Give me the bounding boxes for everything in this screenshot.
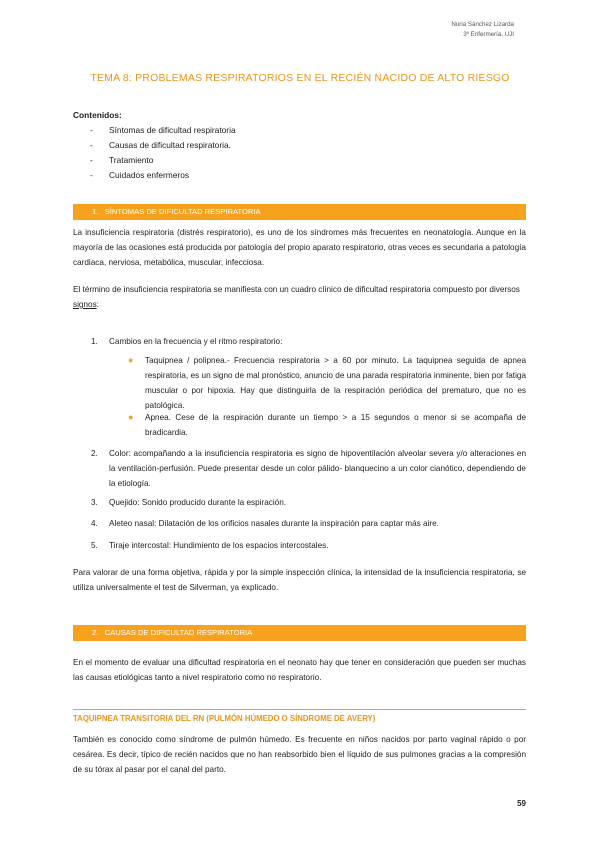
bullet-taquipnea: Taquipnea / polipnea.- Frecuencia respiratoria > a 60 por minuto. La taquipnea seguida de apnea respiratoria, es un signo de mal pronóstico, anuncio de una parada respiratoria inminente, bien por fatiga muscular o por hipoxia. Hay que distinguirla de la respiración periódica del prematuro, que no es patológica. — [145, 356, 526, 410]
section-title: CAUSAS DE DIFICULTAD RESPIRATORIA — [104, 628, 253, 637]
subsection-title: TAQUIPNEA TRANSITORIA DEL RN (PULMÓN HÚMEDO O SÍNDROME DE AVERY) — [73, 714, 376, 723]
list-item-text: Aleteo nasal: Dilatación de los orificios nasales durante la inspiración para captar más aire. — [109, 519, 439, 528]
signs-word: signos — [73, 300, 97, 309]
contents-heading: Contenidos: — [73, 110, 122, 120]
list-number: 4. — [91, 519, 98, 528]
bullet-icon: ● — [128, 412, 134, 422]
paragraph-silverman: Para valorar de una forma objetiva, rápida y por la simple inspección clínica, la intensidad de la insuficiencia respiratoria, se utiliza universalmente el test de Silverman, ya explicado. — [73, 568, 526, 592]
list-number: 2. — [91, 449, 98, 458]
page-number: 59 — [517, 799, 526, 808]
contents-item: - Cuidados enfermeros — [73, 168, 236, 183]
contents-item: - Tratamiento — [73, 153, 236, 168]
header-meta — [451, 20, 514, 40]
contents-item: - Síntomas de dificultad respiratoria — [73, 123, 236, 138]
list-number: 5. — [91, 541, 98, 550]
document-title: TEMA 8: PROBLEMAS RESPIRATORIOS EN EL RECIÉN NACIDO DE ALTO RIESGO — [90, 72, 510, 84]
bullet-apnea: Apnea. Cese de la respiración durante un tiempo > a 15 segundos o menor si se acompaña de bradicardia. — [145, 413, 526, 437]
section-number: 1. — [92, 207, 99, 216]
list-item-text: Tiraje intercostal: Hundimiento de los espacios intercostales. — [109, 541, 329, 550]
course-info: 3º Enfermería, UJI — [463, 31, 514, 38]
signs-colon: : — [96, 300, 99, 309]
list-number: 3. — [91, 498, 98, 507]
section-header-causas — [73, 625, 526, 641]
paragraph-signs — [73, 282, 526, 312]
section-number: 2. — [92, 628, 99, 637]
list-item-text: Cambios en la frecuencia y el ritmo respiratorio: — [109, 337, 283, 346]
bullet-icon: ● — [128, 355, 134, 365]
contents-item: - Causas de dificultad respiratoria. — [73, 138, 236, 153]
signs-text: El término de insuficiencia respiratoria se manifiesta con un cuadro clínico de dificultad respiratoria compuesto por diversos — [73, 285, 520, 294]
list-number: 1. — [91, 337, 98, 346]
section-header-sintomas — [73, 204, 526, 220]
list-item-text: Quejido: Sonido producido durante la espiración. — [109, 498, 287, 507]
subsection-header — [73, 709, 526, 728]
section-title: SÍNTOMAS DE DIFICULTAD RESPIRATORIA — [104, 207, 261, 216]
paragraph-intro: La insuficiencia respiratoria (distrés respiratorio), es uno de los síndromes más frecuentes en neonatología. Aunque en la mayoría de las ocasiones está producida por patología del propio aparato respiratorio, otras veces es secundaria a patología cardiaca, nerviosa, metabólica, muscular, infecciosa. — [73, 228, 526, 267]
paragraph-causas: En el momento de evaluar una dificultad respiratoria en el neonato hay que tener en consideración que pueden ser muchas las causas etiológicas tanto a nivel respiratorio como no respiratorio. — [73, 658, 526, 682]
contents-list — [73, 108, 236, 183]
author-name: Nuria Sánchez Lizarda — [451, 21, 514, 28]
paragraph-taquipnea-transitoria: También es conocido como síndrome de pulmón húmedo. Es frecuente en niños nacidos por parto vaginal rápido o por cesárea. Es decir, típico de recién nacidos que no han reabsorbido bien el líquido de sus pulmones gracias a la compresión de su tórax al pasar por el canal del parto. — [73, 735, 526, 774]
list-item-text: Color: acompañando a la insuficiencia respiratoria es signo de hipoventilación alveolar severa y/o alteraciones en la ventilación-perfusión. Puede presentar desde un color pálido- blanquecino a un color cianótico, dependiendo de la etiología. — [109, 449, 526, 488]
